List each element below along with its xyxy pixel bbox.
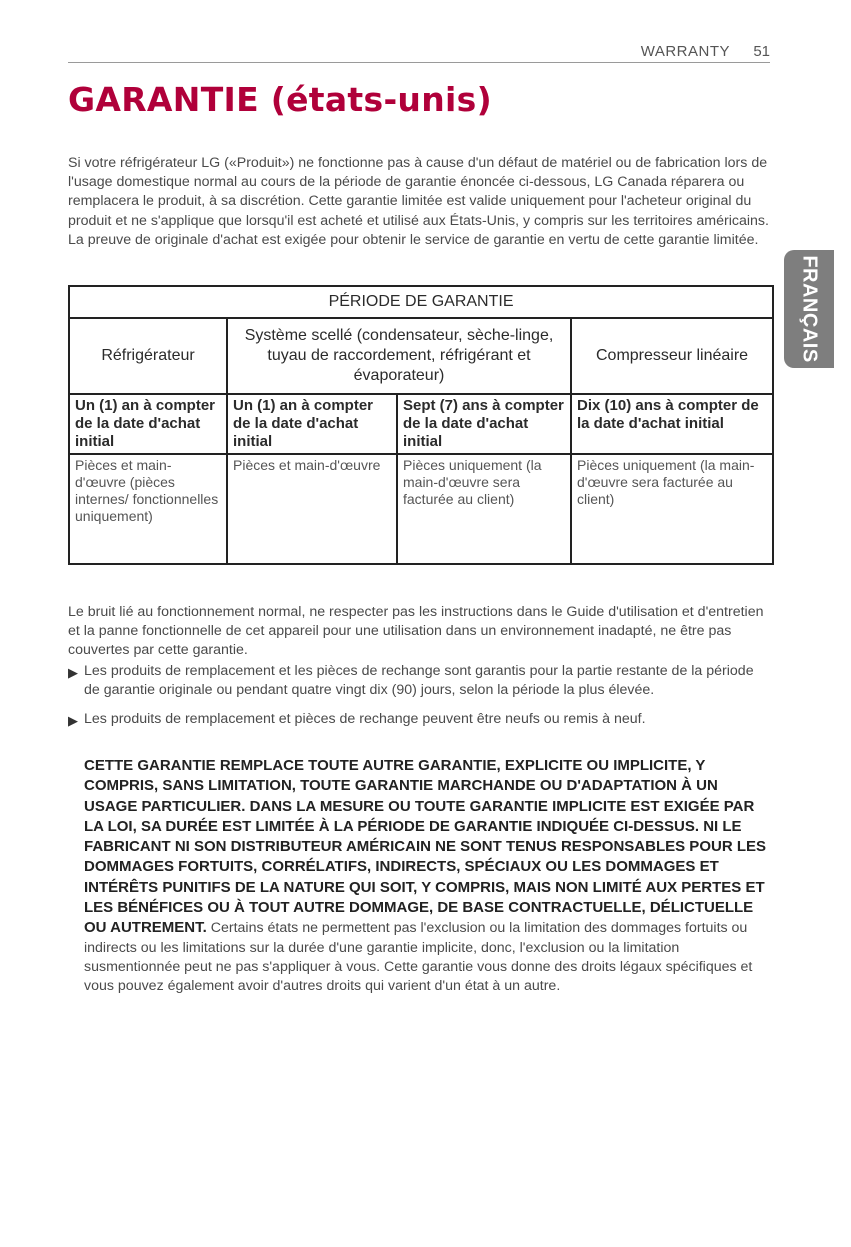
legal-disclaimer-tail: Certains états ne permettent pas l'exclusion ou la limitation des dommages fortuits ou indirects ou les limitations sur la durée d'une garantie implicite, donc, l'exclusion ou la limitation susmentionnée peut ne pas s'appliquer à vous. Cette garantie vous donne des droits légaux spécifiques et vous pouvez également avoir d'autres droits qui varient d'un état à un autre. [84, 920, 753, 995]
table-cell: Pièces et main-d'œuvre (pièces internes/ fonctionnelles uniquement) [69, 454, 227, 564]
list-item [68, 662, 773, 700]
list-item-text: Les produits de remplacement et les pièces de rechange sont garantis pour la partie restante de la période de garantie originale ou pendant quatre vingt dix (90) jours, selon la période la plus élevée. [84, 663, 754, 699]
table-cell: Un (1) an à compter de la date d'achat initial [227, 394, 397, 454]
language-tab [784, 250, 834, 368]
table-cell: Sept (7) ans à compter de la date d'achat initial [397, 394, 571, 454]
legal-disclaimer-caps: CETTE GARANTIE REMPLACE TOUTE AUTRE GARANTIE, EXPLICITE OU IMPLICITE, Y COMPRIS, SANS LIMITATION, TOUTE GARANTIE MARCHANDE OU D'ADAPTATION À UN USAGE PARTICULIER. DANS LA MESURE OU TOUTE GARANTIE IMPLICITE EST EXIGÉE PAR LA LOI, SA DURÉE EST LIMITÉE À LA PÉRIODE DE GARANTIE INDIQUÉE CI-DESSUS. NI LE FABRICANT NI SON DISTRIBUTEUR AMÉRICAIN NE SONT TENUS RESPONSABLES POUR LES DOMMAGES FORTUITS, CORRÉLATIFS, INDIRECTS, SPÉCIAUX OU LES DOMMAGES ET INTÉRÊTS PUNITIFS DE LA NATURE QUI SOIT, Y COMPRIS, MAIS NON LIMITÉ AUX PERTES ET LES BÉNÉFICES OU À TOUT AUTRE DOMMAGE, DE BASE CONTRACTUELLE, DÉLICTUELLE OU AUTREMENT. [84, 757, 766, 937]
page-number: 51 [753, 43, 770, 60]
list-item-text: Les produits de remplacement et pièces de rechange peuvent être neufs ou remis à neuf. [84, 711, 646, 728]
table-heading: PÉRIODE DE GARANTIE [69, 286, 773, 318]
table-cell: Pièces uniquement (la main-d'œuvre sera facturée au client) [571, 454, 773, 564]
page-title: GARANTIE (états-unis) [68, 80, 492, 119]
legal-paragraph [84, 756, 774, 997]
arrow-bullet-icon: ▶ [68, 665, 78, 680]
list-item [68, 710, 773, 729]
column-sealed-system: Système scellé (condensateur, sèche-linge, tuyau de raccordement, réfrigérant et évaporateur) [227, 318, 571, 394]
table-column-row [69, 318, 773, 394]
column-linear-compressor: Compresseur linéaire [571, 318, 773, 394]
language-tab-label: FRANÇAIS [798, 255, 821, 363]
table-heading-row [69, 286, 773, 318]
bullet-list [68, 662, 773, 740]
table-cell: Pièces et main-d'œuvre [227, 454, 397, 564]
column-refrigerator: Réfrigérateur [69, 318, 227, 394]
table-cell: Dix (10) ans à compter de la date d'achat initial [571, 394, 773, 454]
warranty-table [68, 285, 774, 565]
table-coverage-row [69, 454, 773, 564]
table-cell: Pièces uniquement (la main-d'œuvre sera facturée au client) [397, 454, 571, 564]
exclusion-paragraph: Le bruit lié au fonctionnement normal, ne respecter pas les instructions dans le Guide d'utilisation et d'entretien et la panne fonctionnelle de cet appareil pour une utilisation dans un environnement inadapté, ne être pas couvertes par cette garantie. [68, 604, 764, 659]
intro-paragraph: Si votre réfrigérateur LG («Produit») ne fonctionne pas à cause d'un défaut de matériel ou de fabrication lors de l'usage domestique normal au cours de la période de garantie énoncée ci-dessous, LG Canada réparera ou remplacera le produit, à sa discrétion. Cette garantie limitée est valide uniquement pour l'acheteur original du produit et ne s'applique que lorsqu'il est acheté et utilisé aux États-Unis, y compris sur les territoires américains. La preuve de originale d'achat est exigée pour obtenir le service de garantie en vertu de cette garantie limitée. [68, 155, 769, 248]
section-label: WARRANTY [640, 43, 730, 60]
page-header [68, 40, 770, 63]
table-cell: Un (1) an à compter de la date d'achat initial [69, 394, 227, 454]
table-duration-row [69, 394, 773, 454]
arrow-bullet-icon: ▶ [68, 713, 78, 729]
